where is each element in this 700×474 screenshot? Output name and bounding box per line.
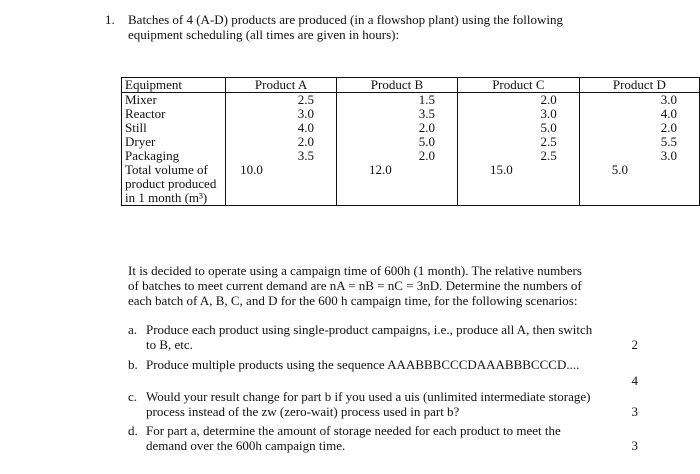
item-text-line-1: Would your result change for part b if you used a uis (unlimited intermediate storage): [146, 389, 591, 404]
time-cell: 3.0: [579, 149, 699, 163]
item-text-line-1: For part a, determine the amount of storage needed for each product to meet the: [146, 423, 561, 438]
equipment-name: Dryer: [122, 135, 226, 149]
time-cell: 2.5: [457, 135, 579, 149]
time-cell: 3.5: [336, 107, 457, 121]
item-points: 3: [631, 404, 638, 419]
intro-line-2: equipment scheduling (all times are given in hours):: [128, 27, 400, 42]
item-text-line-2: process instead of the zw (zero-wait) process used in part b?: [146, 404, 460, 419]
header-product-d: Product D: [579, 78, 699, 93]
table-row: [122, 135, 700, 149]
time-cell: 5.5: [579, 135, 699, 149]
time-cell: 3.5: [226, 149, 337, 163]
header-equipment: Equipment: [122, 78, 226, 93]
header-product-b: Product B: [336, 78, 457, 93]
time-cell: 2.0: [336, 149, 457, 163]
time-cell: 3.0: [226, 107, 337, 121]
time-cell: 2.5: [226, 93, 337, 108]
volume-cell: 5.0: [579, 163, 699, 206]
table-row: [122, 107, 700, 121]
question-intro: [128, 12, 648, 42]
volume-cell: 12.0: [336, 163, 457, 206]
item-points: 3: [631, 438, 638, 453]
volume-label-line-1: Total volume of: [125, 162, 208, 177]
intro-line-1: Batches of 4 (A-D) products are produced (in a flowshop plant) using the following: [128, 12, 564, 27]
equipment-table: [121, 77, 700, 206]
time-cell: 2.0: [226, 135, 337, 149]
volume-label-line-3: in 1 month (m³): [125, 190, 208, 205]
item-text-line-2: to B, etc.: [146, 337, 193, 352]
table-row: [122, 149, 700, 163]
paragraph-line-3: each batch of A, B, C, and D for the 600 h campaign time, for the following scenarios:: [128, 293, 578, 308]
item-points: 2: [631, 337, 638, 352]
table-row: [122, 93, 700, 108]
item-text-line-2: demand over the 600h campaign time.: [146, 438, 346, 453]
item-text-line-1: Produce multiple products using the sequence AAABBBCCCDAAABBBCCCD....: [146, 357, 580, 372]
question-number: 1.: [105, 12, 115, 27]
item-points: 4: [631, 373, 638, 388]
volume-label: [122, 163, 226, 206]
volume-cell: 15.0: [457, 163, 579, 206]
equipment-name: Mixer: [122, 93, 226, 108]
paragraph-line-2: of batches to meet current demand are nA = nB = nC = 3nD. Determine the numbers of: [128, 278, 582, 293]
table-row: [122, 121, 700, 135]
time-cell: 3.0: [457, 107, 579, 121]
item-label: c.: [128, 389, 138, 404]
header-product-a: Product A: [226, 78, 337, 93]
scenario-item-b: [128, 357, 650, 389]
time-cell: 2.0: [457, 93, 579, 108]
item-label: a.: [128, 322, 138, 337]
equipment-name: Reactor: [122, 107, 226, 121]
volume-label-line-2: product produced: [125, 176, 217, 191]
time-cell: 5.0: [336, 135, 457, 149]
equipment-name: Still: [122, 121, 226, 135]
time-cell: 1.5: [336, 93, 457, 108]
time-cell: 4.0: [579, 107, 699, 121]
time-cell: 5.0: [457, 121, 579, 135]
item-text-line-1: Produce each product using single-product campaigns, i.e., produce all A, then switch: [146, 322, 593, 337]
table-row-volume: [122, 163, 700, 206]
volume-cell: 10.0: [226, 163, 337, 206]
scenario-item-d: [128, 423, 650, 457]
equipment-name: Packaging: [122, 149, 226, 163]
time-cell: 2.0: [579, 121, 699, 135]
campaign-paragraph: [128, 263, 650, 308]
time-cell: 3.0: [579, 93, 699, 108]
item-label: b.: [128, 357, 138, 372]
time-cell: 2.5: [457, 149, 579, 163]
item-label: d.: [128, 423, 138, 438]
paragraph-line-1: It is decided to operate using a campaign time of 600h (1 month). The relative numbers: [128, 263, 582, 278]
time-cell: 2.0: [336, 121, 457, 135]
header-product-c: Product C: [457, 78, 579, 93]
scenario-item-c: [128, 389, 650, 423]
time-cell: 4.0: [226, 121, 337, 135]
scenario-item-a: [128, 322, 650, 356]
table-header-row: [122, 78, 700, 93]
